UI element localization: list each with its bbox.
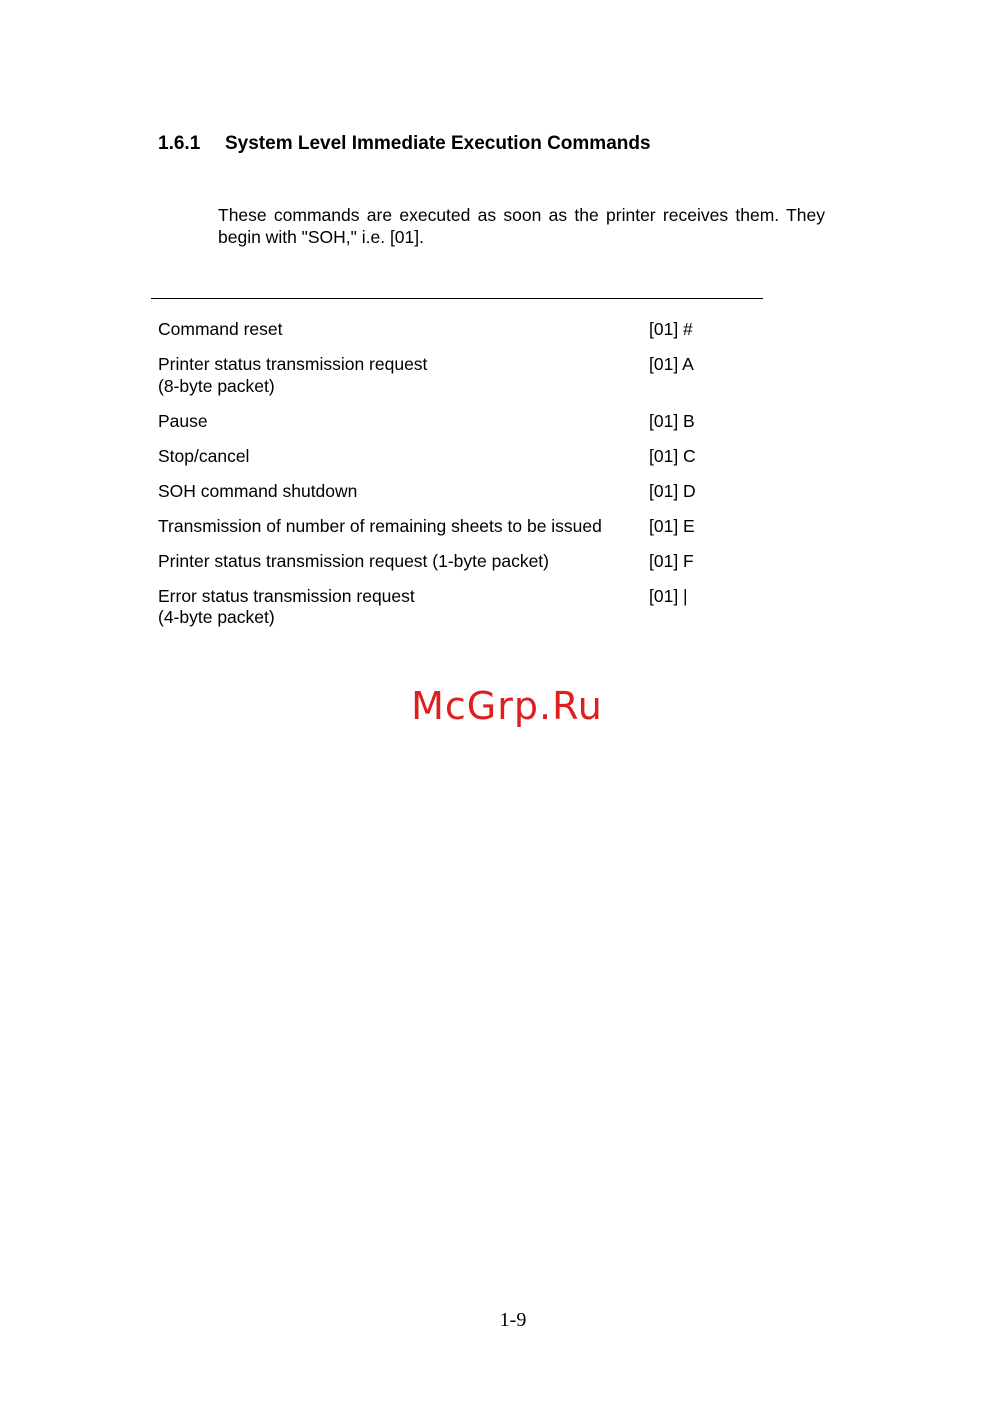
section-heading xyxy=(158,133,651,155)
command-row xyxy=(158,411,758,433)
command-description-line: (8-byte packet) xyxy=(158,375,275,396)
command-row xyxy=(158,586,758,629)
command-description-line: Command reset xyxy=(158,319,283,339)
command-description xyxy=(158,319,638,341)
command-row xyxy=(158,354,758,397)
command-code: [01] F xyxy=(649,550,694,571)
command-description-line: Error status transmission request xyxy=(158,585,415,606)
command-code: [01] | xyxy=(649,585,688,606)
intro-paragraph: These commands are executed as soon as the printer receives them. They begin with "SOH," i.e. [01]. xyxy=(218,205,825,247)
command-code: [01] A xyxy=(649,354,694,374)
command-description-line: Pause xyxy=(158,410,208,431)
command-code: [01] C xyxy=(649,445,696,466)
command-description xyxy=(158,411,638,433)
command-description-line: Stop/cancel xyxy=(158,445,250,466)
command-row xyxy=(158,319,758,341)
command-row xyxy=(158,551,758,573)
command-description xyxy=(158,586,638,629)
command-row xyxy=(158,446,758,468)
watermark-logo: McGrp.Ru xyxy=(411,684,603,728)
command-row xyxy=(158,516,758,538)
command-code: [01] D xyxy=(649,480,696,501)
command-list xyxy=(158,319,758,642)
command-description xyxy=(158,516,638,538)
page-number: 1-9 xyxy=(499,1309,527,1331)
command-description-line: Printer status transmission request (1-byte packet) xyxy=(158,550,549,571)
command-description xyxy=(158,446,638,468)
section-title: System Level Immediate Execution Commands xyxy=(225,133,651,154)
command-description xyxy=(158,481,638,503)
command-description-line: Printer status transmission request xyxy=(158,354,428,374)
command-row xyxy=(158,481,758,503)
command-code: [01] B xyxy=(649,410,695,431)
horizontal-rule xyxy=(151,298,763,299)
command-code: [01] # xyxy=(649,319,693,339)
command-description-line: Transmission of number of remaining sheets to be issued xyxy=(158,515,602,536)
command-code: [01] E xyxy=(649,515,695,536)
command-description xyxy=(158,551,638,573)
command-description xyxy=(158,354,638,397)
command-description-line: SOH command shutdown xyxy=(158,480,358,501)
section-number: 1.6.1 xyxy=(158,133,201,154)
command-description-line: (4-byte packet) xyxy=(158,607,275,627)
